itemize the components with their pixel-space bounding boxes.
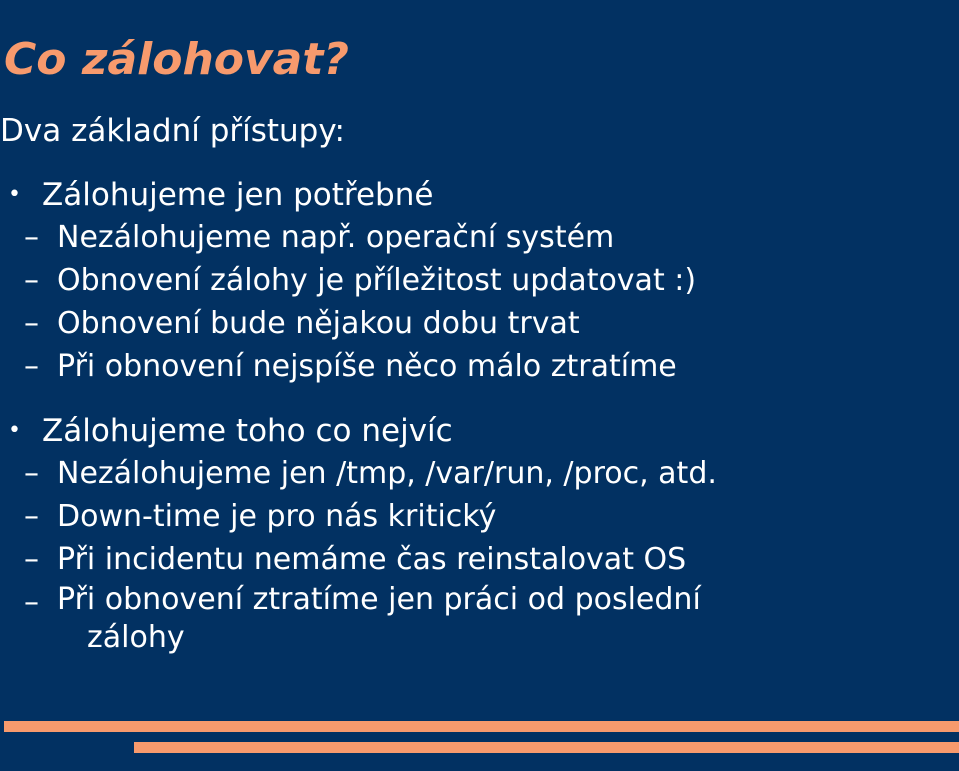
sub-item-text: Při obnovení nejspíše něco málo ztratíme (57, 349, 677, 384)
dash-icon: – (24, 456, 39, 491)
dash-icon: – (24, 349, 39, 384)
decorative-bar-top (4, 721, 959, 732)
intro-text: Dva základní přístupy: (0, 113, 345, 149)
sub-item-text: Při incidentu nemáme čas reinstalovat OS (57, 542, 687, 577)
dash-icon: – (24, 585, 39, 620)
sub-item-text: Obnovení bude nějakou dobu trvat (57, 306, 580, 341)
dash-icon: – (24, 542, 39, 577)
sub-item-text: Obnovení zálohy je příležitost updatovat :) (57, 263, 697, 298)
dash-icon: – (24, 499, 39, 534)
decorative-bar-bottom (134, 742, 959, 753)
sub-item-text: Down-time je pro nás kritický (57, 499, 497, 534)
bullet-icon: • (8, 182, 21, 207)
bullet-text: Zálohujeme toho co nejvíc (42, 413, 453, 449)
sub-item-text: Nezálohujeme jen /tmp, /var/run, /proc, atd. (57, 456, 717, 491)
dash-icon: – (24, 306, 39, 341)
bullet-text: Zálohujeme jen potřebné (42, 177, 434, 213)
slide-title: Co zálohovat? (4, 34, 349, 85)
sub-item-continuation: zálohy (87, 620, 185, 655)
sub-item-text (57, 581, 817, 657)
sub-item-text: Nezálohujeme např. operační systém (57, 220, 615, 255)
sub-item-line: Při obnovení ztratíme jen práci od poslední (57, 582, 701, 617)
dash-icon: – (24, 220, 39, 255)
dash-icon: – (24, 263, 39, 298)
bullet-icon: • (8, 418, 21, 443)
